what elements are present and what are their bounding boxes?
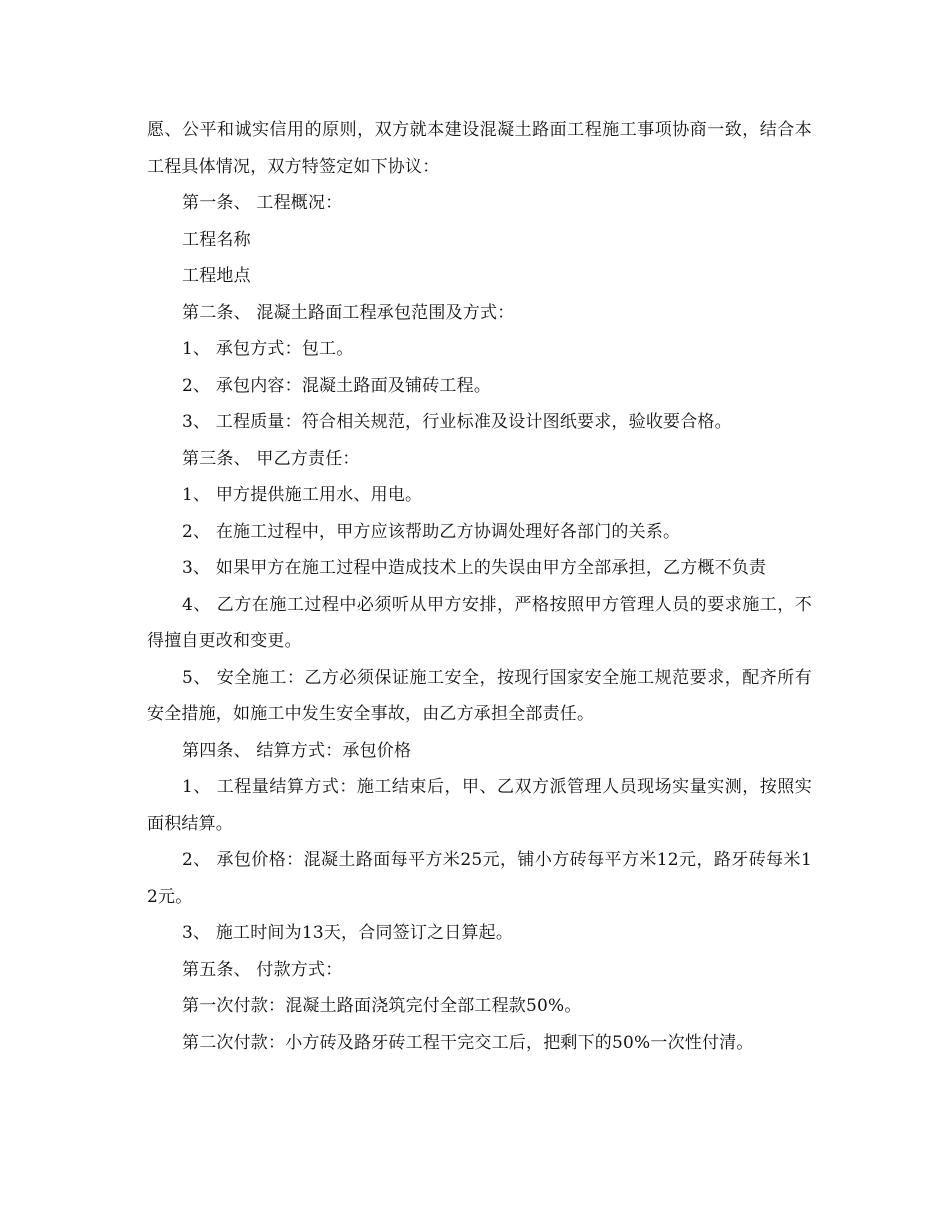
payment-second: 第二次付款：小方砖及路牙砖工程干完交工后，把剩下的50%一次性付清。 — [182, 1032, 754, 1053]
clause-2-1: 1、 承包方式：包工。 — [182, 339, 354, 359]
field-project-name: 工程名称 — [182, 229, 251, 250]
heading-article-5: 第五条、 付款方式： — [182, 959, 343, 980]
clause-2-3: 3、 工程质量：符合相关规范，行业标准及设计图纸要求，验收要合格。 — [182, 412, 732, 432]
field-project-location: 工程地点 — [182, 266, 251, 286]
heading-article-4: 第四条、 结算方式：承包价格 — [182, 740, 412, 761]
clause-2-2: 2、 承包内容：混凝土路面及铺砖工程。 — [182, 375, 492, 396]
heading-article-1: 第一条、 工程概况： — [182, 193, 343, 213]
heading-article-3: 第三条、 甲乙方责任： — [182, 448, 360, 469]
clause-3-4: 4、 乙方在施工过程中必须听从甲方安排，严格按照甲方管理人员的要求施工，不得擅自更改和变更。 — [147, 594, 812, 651]
clause-3-2: 2、 在施工过程中，甲方应该帮助乙方协调处理好各部门的关系。 — [182, 521, 681, 542]
payment-first: 第一次付款：混凝土路面浇筑完付全部工程款50%。 — [182, 996, 582, 1016]
paragraph-intro: 愿、公平和诚实信用的原则，双方就本建设混凝土路面工程施工事项协商一致，结合本工程具体情况，双方特签定如下协议： — [147, 120, 812, 177]
clause-4-2: 2、 承包价格：混凝土路面每平方米25元，铺小方砖每平方米12元，路牙砖每米12元。 — [147, 850, 812, 907]
clause-4-1: 1、 工程量结算方式：施工结束后，甲、乙双方派管理人员现场实量实测，按照实面积结算。 — [147, 777, 812, 834]
clause-3-3: 3、 如果甲方在施工过程中造成技术上的失误由甲方全部承担，乙方概不负责 — [182, 558, 767, 578]
clause-3-5: 5、 安全施工：乙方必须保证施工安全，按现行国家安全施工规范要求，配齐所有安全措施，如施工中发生安全事故，由乙方承担全部责任。 — [147, 667, 812, 724]
heading-article-2: 第二条、 混凝土路面工程承包范围及方式： — [182, 302, 515, 323]
clause-3-1: 1、 甲方提供施工用水、用电。 — [182, 485, 423, 505]
contract-body — [147, 112, 812, 1061]
clause-4-3: 3、 施工时间为13天，合同签订之日算起。 — [182, 923, 514, 943]
